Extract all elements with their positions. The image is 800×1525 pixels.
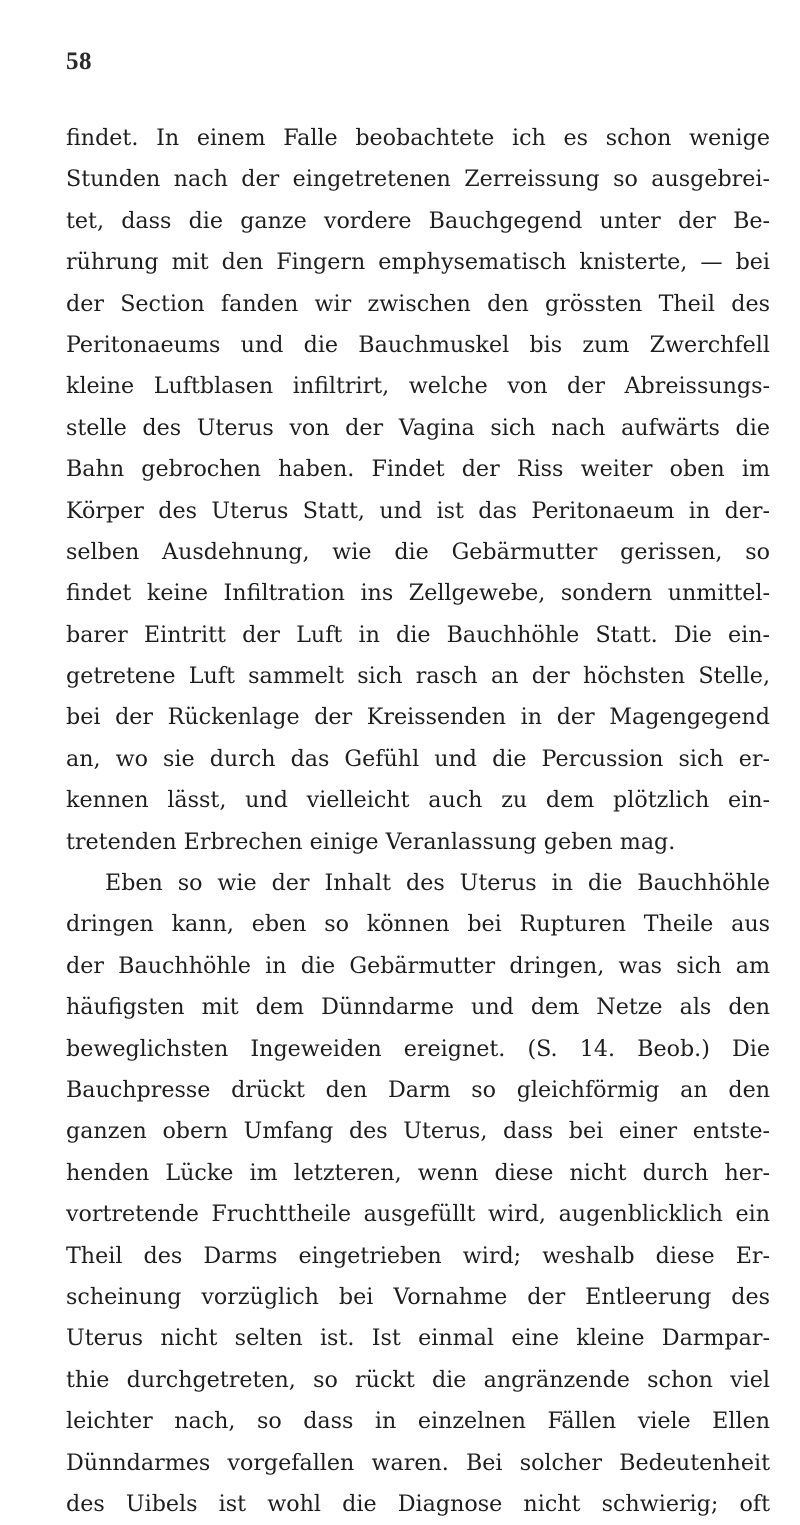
text-line: kleine Luftblasen infiltrirt, welche von der Abreissungs- [66,373,770,400]
text-line: Peritonaeums und die Bauchmuskel bis zum Zwerchfell [66,331,770,358]
text-line: leichter nach, so dass in einzelnen Fällen viele Ellen [66,1408,770,1435]
page-number: 58 [66,48,92,75]
text-line: häufigsten mit dem Dünndarme und dem Netze als den [66,994,770,1021]
text-line: vortretende Fruchttheile ausgefüllt wird, augenblicklich ein [66,1201,770,1228]
text-line: rührung mit den Fingern emphysematisch knisterte, — bei [66,249,770,276]
text-line: stelle des Uterus von der Vagina sich nach aufwärts die [66,414,770,441]
text-line: der Bauchhöhle in die Gebärmutter dringen, was sich am [66,952,770,979]
text-line: bei der Rückenlage der Kreissenden in der Magengegend [66,704,770,731]
text-line: scheinung vorzüglich bei Vornahme der Entleerung des [66,1283,770,1310]
text-line: selben Ausdehnung, wie die Gebärmutter gerissen, so [66,538,770,565]
text-line: thie durchgetreten, so rückt die angränzende schon viel [66,1366,770,1393]
text-line: Bahn gebrochen haben. Findet der Riss weiter oben im [66,456,770,483]
text-line: Eben so wie der Inhalt des Uterus in die Bauchhöhle [105,870,770,897]
text-line: Theil des Darms eingetrieben wird; weshalb diese Er- [66,1242,770,1269]
text-line: tretenden Erbrechen einige Veranlassung geben mag. [66,828,676,855]
text-line: kennen lässt, und vielleicht auch zu dem plötzlich ein- [66,787,770,814]
text-line: henden Lücke im letzteren, wenn diese nicht durch her- [66,1159,770,1186]
text-line: des Uibels ist wohl die Diagnose nicht schwierig; oft [66,1490,770,1517]
body-text [66,118,770,1525]
text-line: dringen kann, eben so können bei Rupturen Theile aus [66,911,770,938]
text-line: barer Eintritt der Luft in die Bauchhöhle Statt. Die ein- [66,621,770,648]
text-line: tet, dass die ganze vordere Bauchgegend unter der Be- [66,207,770,234]
text-line: beweglichsten Ingeweiden ereignet. (S. 14. Beob.) Die [66,1035,770,1062]
text-line: Uterus nicht selten ist. Ist einmal eine kleine Darmpar- [66,1325,770,1352]
text-line: findet keine Infiltration ins Zellgewebe, sondern unmittel- [66,580,770,607]
text-line: Bauchpresse drückt den Darm so gleichförmig an den [66,1076,770,1103]
text-line: findet. In einem Falle beobachtete ich es schon wenige [66,125,770,151]
text-line: ganzen obern Umfang des Uterus, dass bei einer entste- [66,1118,770,1145]
text-line: Körper des Uterus Statt, und ist das Peritonaeum in der- [66,497,770,524]
text-line: an, wo sie durch das Gefühl und die Percussion sich er- [66,745,770,772]
text-line: Dünndarmes vorgefallen waren. Bei solcher Bedeutenheit [66,1449,770,1476]
text-line: der Section fanden wir zwischen den grössten Theil des [66,290,770,317]
text-line: getretene Luft sammelt sich rasch an der höchsten Stelle, [66,663,770,690]
text-line: Stunden nach der eingetretenen Zerreissung so ausgebrei- [66,166,770,193]
